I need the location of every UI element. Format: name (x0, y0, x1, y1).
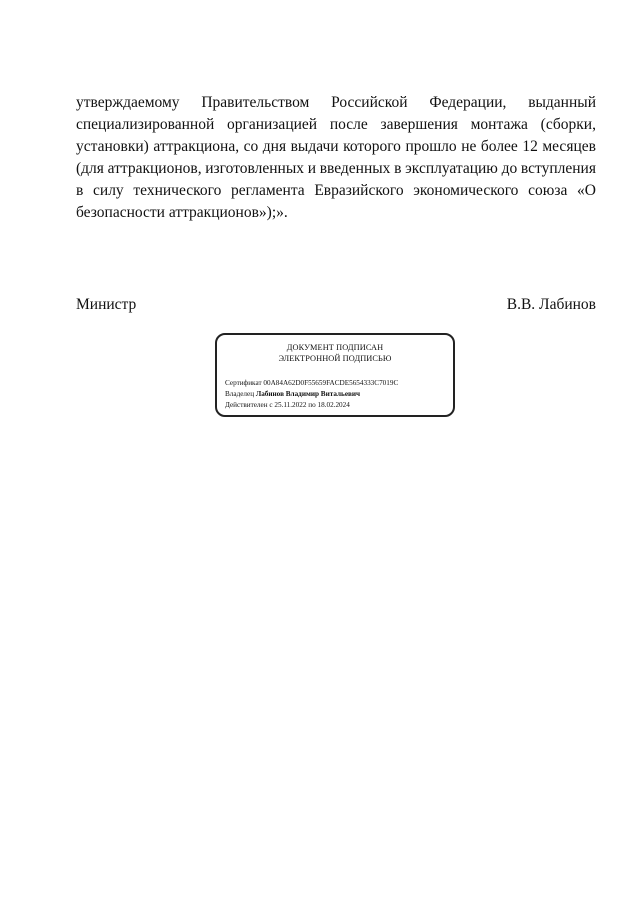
word: дня (262, 138, 287, 155)
word: не (461, 138, 477, 155)
word: (для (76, 160, 104, 177)
word: прошло (405, 138, 457, 155)
word: более (480, 138, 518, 155)
word: выдачи (290, 138, 339, 155)
word: после (329, 116, 368, 133)
word: 12 (522, 138, 538, 155)
word: союза (528, 182, 568, 199)
word: утверждаемому (76, 94, 180, 111)
word: вступления (520, 160, 596, 177)
word: аттракциона, (153, 138, 240, 155)
word: Российской (331, 94, 408, 111)
validity-to-label: по (308, 401, 316, 409)
word: завершения (380, 116, 458, 133)
stamp-certificate-row (225, 378, 398, 388)
validity-from: 25.11.2022 (274, 401, 307, 409)
word: организацией (226, 116, 318, 133)
signatory-title: Министр (76, 296, 137, 313)
word: регламента (231, 182, 305, 199)
paragraph-line-5 (76, 180, 596, 202)
word: до (501, 160, 518, 177)
signatory-name: В.В. Лабинов (506, 296, 596, 313)
paragraph-line-1 (76, 92, 596, 114)
word: Правительством (201, 94, 310, 111)
word: «О (577, 182, 596, 199)
owner-value: Лабинов Владимир Витальевич (255, 390, 361, 398)
validity-to: 18.02.2024 (317, 401, 350, 409)
paragraph-line-2 (76, 114, 596, 136)
electronic-signature-stamp (215, 333, 455, 417)
stamp-heading-line-2: ЭЛЕКТРОННОЙ ПОДПИСЬЮ (278, 354, 392, 363)
certificate-label: Сертификат (225, 379, 262, 387)
word: выданный (528, 94, 596, 111)
paragraph-line-4 (76, 158, 596, 180)
word: в (76, 182, 84, 199)
owner-label: Владелец (225, 390, 255, 398)
paragraph-line-3 (76, 136, 596, 158)
word: которого (343, 138, 401, 155)
validity-from-label: с (269, 401, 273, 409)
certificate-value: 00A84A62D0F55659FACDE5654333C7019C (263, 379, 399, 387)
word: месяцев (542, 138, 596, 155)
stamp-validity-row (225, 400, 350, 410)
stamp-owner-row (225, 389, 360, 399)
word: (сборки, (540, 116, 596, 133)
word: введенных (319, 160, 391, 177)
word: и (307, 160, 316, 177)
word: Федерации, (429, 94, 507, 111)
word: экономического (413, 182, 519, 199)
validity-label: Действителен (225, 401, 268, 409)
word: эксплуатацию (405, 160, 498, 177)
word: изготовленных (205, 160, 305, 177)
stamp-heading (217, 342, 453, 364)
word: в (394, 160, 402, 177)
word: монтажа (470, 116, 528, 133)
word: установки) (76, 138, 149, 155)
word: Евразийского (314, 182, 404, 199)
word: специализированной (76, 116, 215, 133)
word: со (243, 138, 259, 155)
stamp-heading-line-1: ДОКУМЕНТ ПОДПИСАН (286, 343, 384, 352)
word: силу (93, 182, 124, 199)
word: технического (133, 182, 222, 199)
word: аттракционов, (107, 160, 202, 177)
paragraph-line-6: безопасности аттракционов»);». (76, 204, 288, 221)
